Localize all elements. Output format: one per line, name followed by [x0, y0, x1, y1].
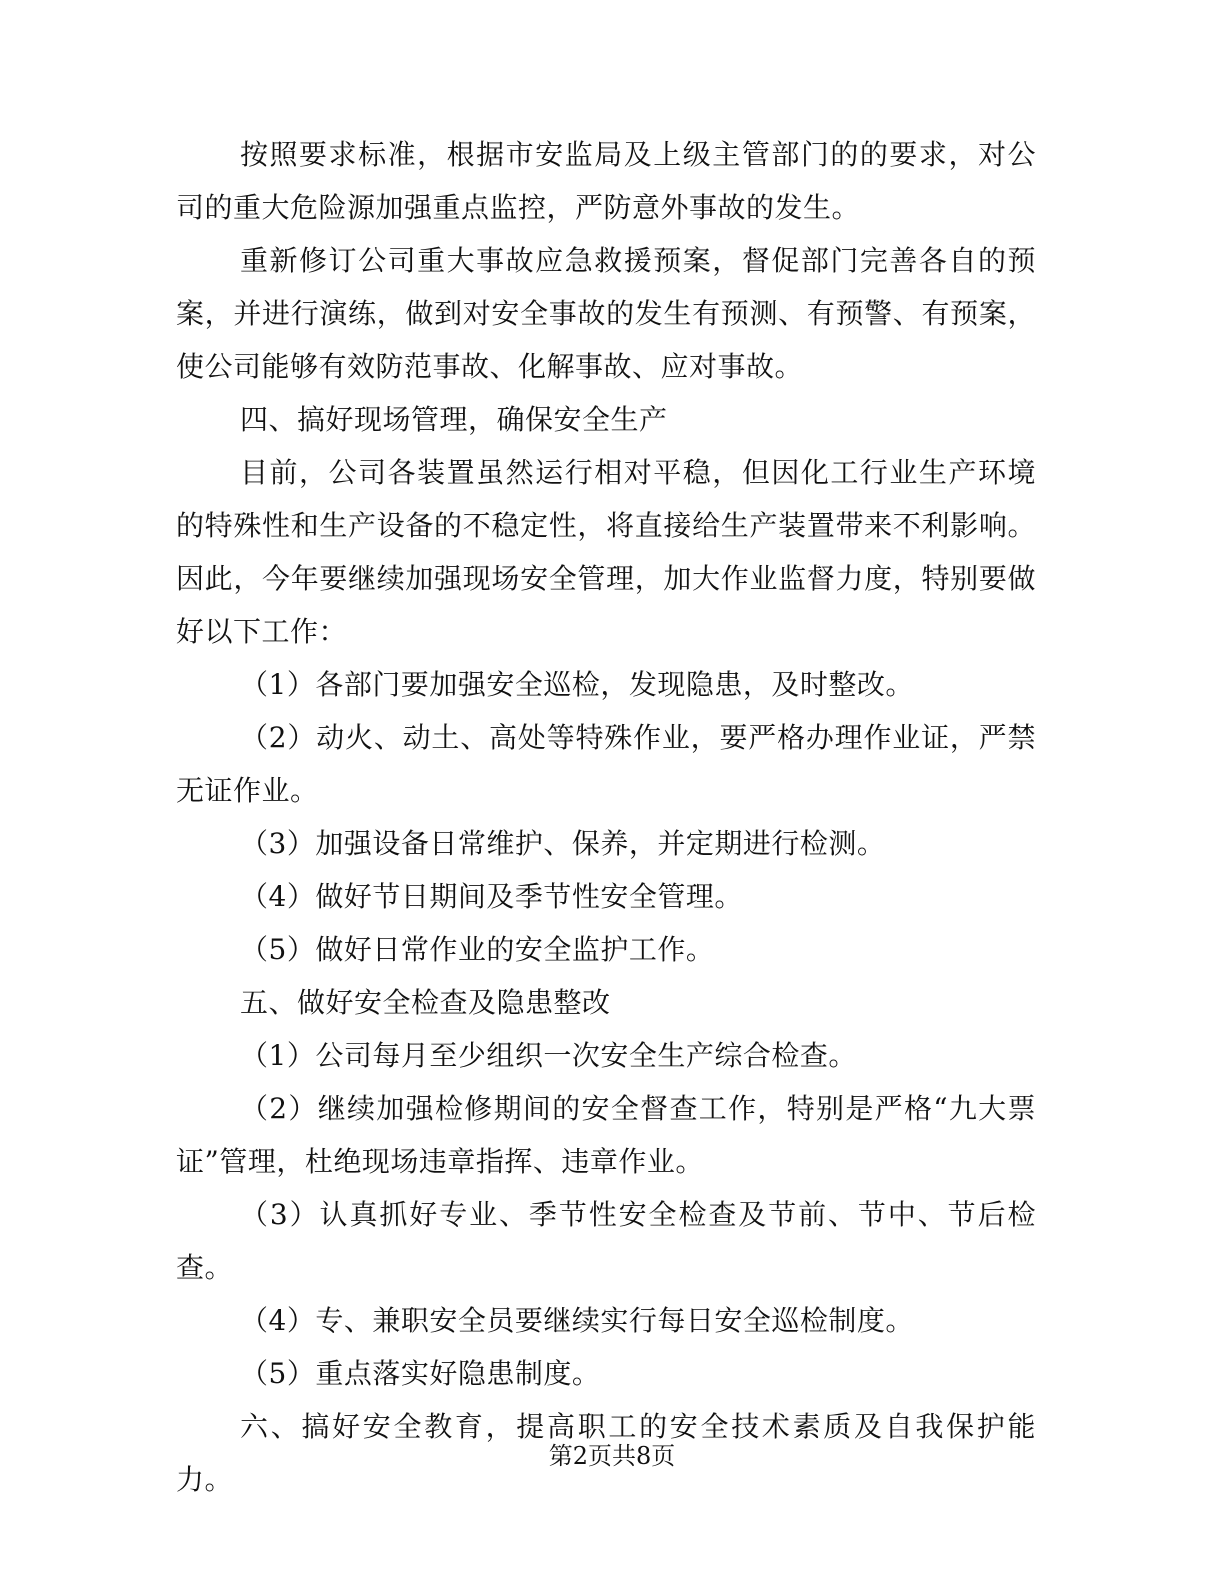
list-item: （1）各部门要加强安全巡检，发现隐患，及时整改。: [240, 668, 914, 701]
paragraph-emergency-plan: 重新修订公司重大事故应急救援预案，督促部门完善各自的预案，并进行演练，做到对安全事故的发生有预测、有预警、有预案，使公司能够有效防范事故、化解事故、应对事故。: [176, 244, 1036, 383]
list-item: （2）继续加强检修期间的安全督查工作，特别是严格“九大票证”管理，杜绝现场违章指挥、违章作业。: [176, 1092, 1036, 1178]
page-footer: [0, 1440, 1224, 1472]
page-number: 第2页共8页: [548, 1442, 676, 1470]
list-item: （5）重点落实好隐患制度。: [240, 1357, 601, 1390]
list-item: （4）做好节日期间及季节性安全管理。: [240, 880, 743, 913]
list-item: （2）动火、动土、高处等特殊作业，要严格办理作业证，严禁无证作业。: [176, 721, 1036, 807]
document-body: [176, 128, 1036, 1506]
list-item: （3）加强设备日常维护、保养，并定期进行检测。: [240, 827, 886, 860]
section-heading-4: 四、搞好现场管理，确保安全生产: [240, 403, 668, 436]
list-item: （1）公司每月至少组织一次安全生产综合检查。: [240, 1039, 857, 1072]
list-item: （4）专、兼职安全员要继续实行每日安全巡检制度。: [240, 1304, 914, 1337]
paragraph-major-hazard-monitoring: 按照要求标准，根据市安监局及上级主管部门的的要求，对公司的重大危险源加强重点监控，严防意外事故的发生。: [176, 138, 1036, 224]
list-item: （5）做好日常作业的安全监护工作。: [240, 933, 715, 966]
section-heading-6: 六、搞好安全教育，提高职工的安全技术素质及自我保护能力。: [176, 1410, 1036, 1496]
list-item: （3）认真抓好专业、季节性安全检查及节前、节中、节后检查。: [176, 1198, 1036, 1284]
paragraph-site-management: 目前，公司各装置虽然运行相对平稳，但因化工行业生产环境的特殊性和生产设备的不稳定性，将直接给生产装置带来不利影响。因此，今年要继续加强现场安全管理，加大作业监督力度，特别要做好以下工作：: [176, 456, 1036, 648]
section-heading-5: 五、做好安全检查及隐患整改: [240, 986, 611, 1019]
